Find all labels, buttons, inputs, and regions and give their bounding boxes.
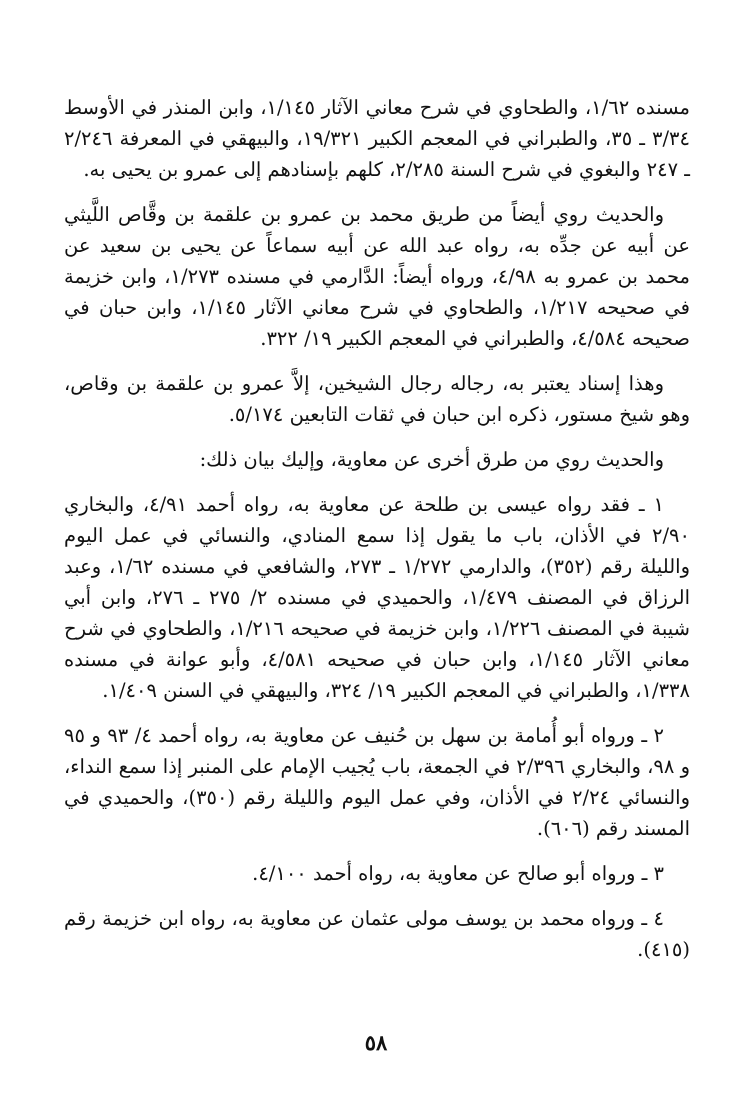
paragraph-route-1: ١ ـ فقد رواه عيسى بن طلحة عن معاوية به، رواه أحمد ٤/٩١، والبخاري ٢/٩٠ في الأذان، باب ما يقول إذا سمع المنادي، والنسائي في عمل اليوم والليلة رقم (٣٥٢)، والدارمي ١/٢٧٢ ـ ٢٧٣، والشافعي في مسنده ١/٦٢، وعبد الرزاق في المصنف ١/٤٧٩، والحميدي في مسنده ٢/ ٢٧٥ ـ ٢٧٦، وابن أبي شيبة في المصنف ١/٢٢٦، وابن خزيمة في صحيحه ١/٢١٦، والطحاوي في شرح معاني الآثار ١/١٤٥، وابن حبان في صحيحه ٤/٥٨١، وأبو عوانة في مسنده ١/٣٣٨، والطبراني في المعجم الكبير ١٩/ ٣٢٤، والبيهقي في السنن ١/٤٠٩. (64, 493, 691, 702)
page-number: ٥٨ (364, 1030, 388, 1055)
paragraph-chain-assessment: وهذا إسناد يعتبر به، رجاله رجال الشيخين، إلاَّ عمرو بن علقمة بن وقاص، وهو شيخ مستور، ذكره ابن حبان في ثقات التابعين ٥/١٧٤. (64, 372, 690, 426)
body-text (64, 92, 690, 965)
paragraph-route-4: ٤ ـ ورواه محمد بن يوسف مولى عثمان عن معاوية به، رواه ابن خزيمة رقم (٤١٥). (64, 907, 690, 961)
paragraph-route-2: ٢ ـ ورواه أبو أُمامة بن سهل بن حُنيف عن معاوية به، رواه أحمد ٤/ ٩٣ و ٩٥ و ٩٨، والبخاري ٢/٣٩٦ في الجمعة، باب يُجيب الإمام على المنبر إذا سمع النداء، والنسائي ٢/٢٤ في الأذان، وفي عمل اليوم والليلة رقم (٣٥٠)، والحميدي في المسند رقم (٦٠٦). (64, 724, 690, 840)
paragraph-route-3: ٣ ـ ورواه أبو صالح عن معاوية به، رواه أحمد ٤/١٠٠. (252, 862, 664, 885)
paragraph-other-routes-intro: والحديث روي من طرق أخرى عن معاوية، وإليك بيان ذلك: (199, 448, 664, 471)
paragraph-alternate-chain: والحديث روي أيضاً من طريق محمد بن عمرو بن علقمة بن وقَّاص اللَّيثي عن أبيه عن جدِّه به، رواه عبد الله عن أبيه سماعاً عن يحيى بن سعيد عن محمد بن عمرو به ٤/٩٨، ورواه أيضاً: الدَّارمي في مسنده ١/٢٧٣، وابن خزيمة في صحيحه ١/٢١٧، والطحاوي في شرح معاني الآثار ١/١٤٥، وابن حبان في صحيحه ٤/٥٨٤، والطبراني في المعجم الكبير ١٩/ ٣٢٢. (64, 203, 691, 350)
paragraph-continuation: مسنده ١/٦٢، والطحاوي في شرح معاني الآثار ١/١٤٥، وابن المنذر في الأوسط ٣/٣٤ ـ ٣٥، والطبراني في المعجم الكبير ١٩/٣٢١، والبيهقي في المعرفة ٢/٢٤٦ ـ ٢٤٧ والبغوي في شرح السنة ٢/٢٨٥، كلهم بإسنادهم إلى عمرو بن يحيى به. (64, 96, 690, 181)
